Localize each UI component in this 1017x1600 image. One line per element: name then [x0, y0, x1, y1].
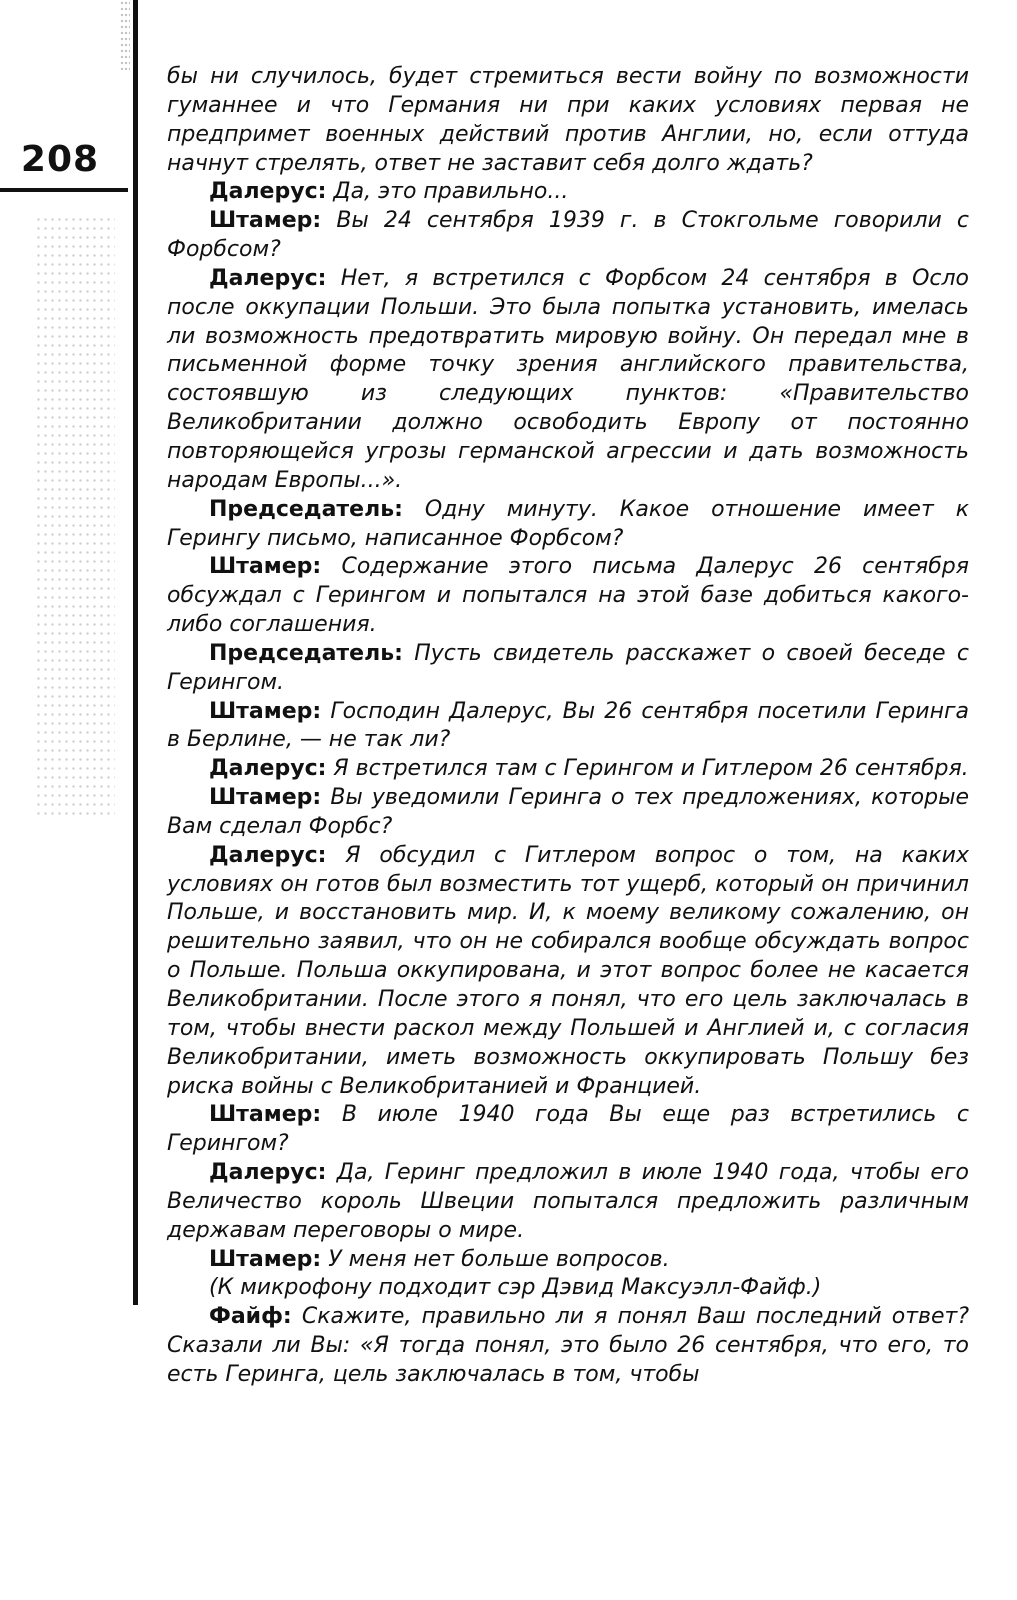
paragraph-text: Скажите, правильно ли я понял Ваш последний ответ? Сказали ли Вы: «Я тогда понял, это было 26 сентября, что его, то есть Геринга, цель заключалась в том, чтобы: [167, 1304, 970, 1387]
paragraph: [167, 842, 969, 1102]
paragraph-text: Да, это правильно...: [333, 179, 569, 205]
paragraph: [167, 553, 969, 640]
speaker-label: Штамер:: [209, 1102, 322, 1128]
paragraph: [167, 755, 969, 784]
paragraph: [167, 640, 969, 698]
paragraph: [167, 178, 969, 207]
speaker-label: Файф:: [209, 1304, 292, 1330]
speaker-label: Председатель:: [209, 640, 403, 666]
speaker-label: Штамер:: [209, 1246, 322, 1272]
paragraph: [167, 265, 969, 496]
paragraph: [167, 1246, 969, 1275]
paragraph: [167, 784, 969, 842]
scan-speckle-top: [120, 0, 130, 70]
speaker-label: Далерус:: [209, 1160, 327, 1186]
paragraph-text: бы ни случилось, будет стремиться вести войну по возможности гуманнее и что Германия ни при каких условиях первая не предпримет военных действий против Англии, но, если оттуда начнут стрелять, ответ не заставит себя долго ждать?: [167, 64, 969, 176]
paragraph: [167, 496, 969, 554]
page-number-underline: [0, 188, 128, 192]
speaker-label: Штамер:: [209, 208, 322, 234]
paragraph-text: Нет, я встретился с Форбсом 24 сентября в Осло после оккупации Польши. Это была попытка установить, имелась ли возможность предотвратить мировую войну. Он передал мне в письменной форме точку зрения английского правительства, состоявшую из следующих пунктов: «Правительство Великобритании должно освободить Европу от постоянно повторяющейся угрозы германской агрессии и дать возможность народам Европы...».: [167, 265, 970, 493]
speaker-label: Штамер:: [209, 698, 322, 724]
paragraph: [167, 63, 969, 178]
paragraph-text: Вы уведомили Геринга о тех предложениях, которые Вам сделал Форбс?: [167, 785, 969, 839]
stage-direction: [167, 1274, 969, 1303]
paragraph: [167, 1159, 969, 1246]
paragraph-text: Вы 24 сентября 1939 г. в Стокгольме говорили с Форбсом?: [167, 208, 969, 263]
speaker-label: Далерус:: [209, 842, 327, 868]
speaker-label: Штамер:: [209, 554, 322, 580]
page-number: 208: [20, 139, 100, 180]
paragraph: [167, 698, 969, 756]
paragraph-text: Господин Далерус, Вы 26 сентября посетили Геринга в Берлине, — не так ли?: [167, 698, 969, 753]
transcript-body: [167, 63, 969, 1390]
paragraph: [167, 1303, 969, 1390]
margin-rule: [133, 0, 138, 1305]
paragraph-text: (К микрофону подходит сэр Дэвид Максуэлл-Файф.): [209, 1275, 822, 1301]
paragraph-text: Одну минуту. Какое отношение имеет к Герингу письмо, написанное Форбсом?: [167, 496, 969, 551]
paragraph: [167, 1101, 969, 1159]
speaker-label: Далерус:: [209, 265, 327, 291]
speaker-label: Председатель:: [209, 496, 403, 522]
speaker-label: Далерус:: [209, 756, 327, 782]
scan-speckle-margin: [35, 215, 115, 815]
speaker-label: Штамер:: [209, 785, 322, 811]
paragraph-text: У меня нет больше вопросов.: [328, 1246, 670, 1272]
paragraph-text: Содержание этого письма Далерус 26 сентября обсуждал с Герингом и попытался на этой базе добиться какого-либо соглашения.: [167, 554, 969, 638]
paragraph: [167, 207, 969, 265]
speaker-label: Далерус:: [209, 179, 327, 205]
paragraph-text: Я встретился там с Герингом и Гитлером 26 сентября.: [333, 756, 969, 782]
paragraph-text: Пусть свидетель расскажет о своей беседе с Герингом.: [167, 640, 969, 695]
paragraph-text: Я обсудил с Гитлером вопрос о том, на каких условиях он готов был возместить тот ущерб, который он причинил Польше, и восстановить мир. И, к моему великому сожалению, он решительно заявил, что он не собирался вообще обсуждать вопрос о Польше. Польша оккупирована, и этот вопрос более не касается Великобритании. После этого я понял, что его цель заключалась в том, чтобы внести раскол между Польшей и Англией и, с согласия Великобритании, иметь возможность оккупировать Польшу без риска войны с Великобританией и Францией.: [167, 842, 969, 1099]
paragraph-text: Да, Геринг предложил в июле 1940 года, чтобы его Величество король Швеции попытался предложить различным державам переговоры о мире.: [167, 1160, 969, 1243]
paragraph-text: В июле 1940 года Вы еще раз встретились с Герингом?: [167, 1102, 969, 1157]
